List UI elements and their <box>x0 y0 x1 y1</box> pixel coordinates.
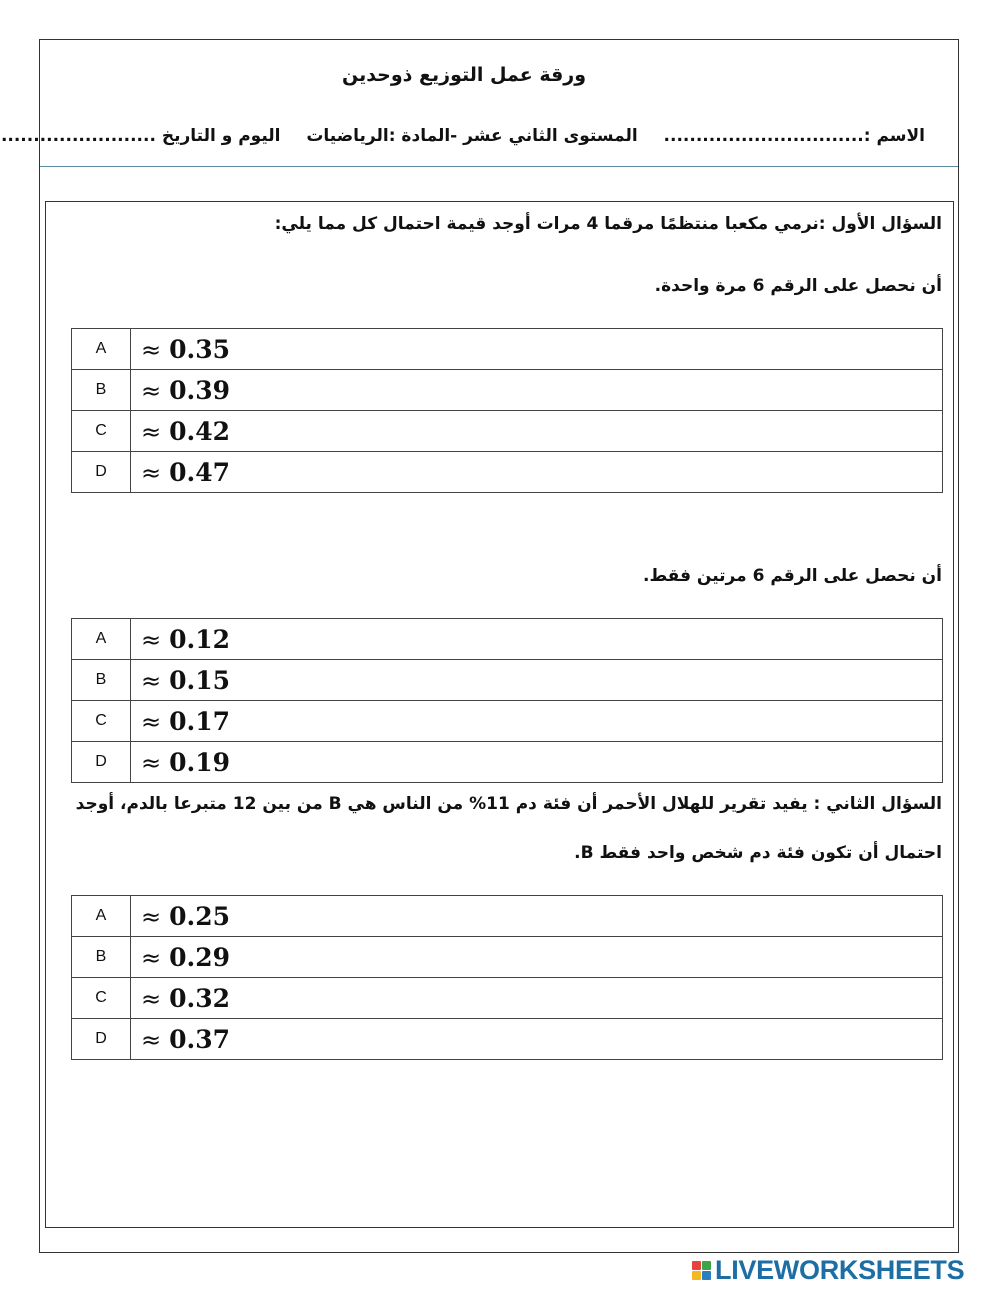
subject-label: -المادة :الرياضيات <box>306 126 458 146</box>
option-letter: A <box>72 896 131 937</box>
option-number: 0.17 <box>169 706 230 736</box>
option-value[interactable] <box>131 329 943 370</box>
approx-symbol: ≈ <box>141 984 162 1013</box>
option-row[interactable] <box>72 978 943 1019</box>
option-value[interactable] <box>131 660 943 701</box>
option-value[interactable] <box>131 1019 943 1060</box>
approx-symbol: ≈ <box>141 417 162 446</box>
option-value[interactable] <box>131 937 943 978</box>
approx-symbol: ≈ <box>141 335 162 364</box>
option-number: 0.39 <box>169 375 230 405</box>
option-number: 0.35 <box>169 334 230 364</box>
option-letter: C <box>72 701 131 742</box>
option-number: 0.25 <box>169 901 230 931</box>
option-value[interactable] <box>131 742 943 783</box>
option-value[interactable] <box>131 370 943 411</box>
logo-text: LIVEWORKSHEETS <box>715 1254 965 1285</box>
option-row[interactable] <box>72 896 943 937</box>
option-row[interactable] <box>72 1019 943 1060</box>
level-label: المستوى الثاني عشر <box>463 126 638 146</box>
question-1a-options <box>71 328 943 493</box>
option-number: 0.37 <box>169 1024 230 1054</box>
option-number: 0.15 <box>169 665 230 695</box>
date-field[interactable]: اليوم و التاريخ ........................ <box>0 126 281 146</box>
liveworksheets-logo-icon <box>692 1261 711 1280</box>
approx-symbol: ≈ <box>141 666 162 695</box>
option-row[interactable] <box>72 329 943 370</box>
option-letter: B <box>72 660 131 701</box>
option-number: 0.19 <box>169 747 230 777</box>
option-number: 0.32 <box>169 983 230 1013</box>
approx-symbol: ≈ <box>141 1025 162 1054</box>
option-row[interactable] <box>72 411 943 452</box>
option-row[interactable] <box>72 937 943 978</box>
option-letter: D <box>72 742 131 783</box>
header-divider <box>40 166 958 167</box>
option-value[interactable] <box>131 896 943 937</box>
option-row[interactable] <box>72 619 943 660</box>
worksheet-title: ورقة عمل التوزيع ذوحدين <box>341 64 587 86</box>
option-letter: D <box>72 452 131 493</box>
logo-square-yellow <box>692 1271 701 1280</box>
option-row[interactable] <box>72 660 943 701</box>
option-value[interactable] <box>131 619 943 660</box>
question-2-options <box>71 895 943 1060</box>
option-letter: A <box>72 619 131 660</box>
option-row[interactable] <box>72 742 943 783</box>
approx-symbol: ≈ <box>141 707 162 736</box>
option-number: 0.29 <box>169 942 230 972</box>
option-value[interactable] <box>131 452 943 493</box>
option-letter: B <box>72 370 131 411</box>
question-1-prompt: السؤال الأول :نرمي مكعبا منتظمًا مرقما 4 مرات أوجد قيمة احتمال كل مما يلي: <box>274 214 942 234</box>
option-value[interactable] <box>131 978 943 1019</box>
logo-square-blue <box>702 1271 711 1280</box>
approx-symbol: ≈ <box>141 458 162 487</box>
option-letter: A <box>72 329 131 370</box>
option-letter: C <box>72 978 131 1019</box>
name-field[interactable]: الاسم :............................... <box>663 126 925 146</box>
option-number: 0.42 <box>169 416 230 446</box>
option-number: 0.12 <box>169 624 230 654</box>
option-row[interactable] <box>72 701 943 742</box>
student-info-line <box>1 126 925 146</box>
question-2-prompt-line1: السؤال الثاني : يفيد تقرير للهلال الأحمر أن فئة دم 11% من الناس هي B من بين 12 متبرعا بالدم، أوجد <box>75 794 942 814</box>
option-letter: B <box>72 937 131 978</box>
option-value[interactable] <box>131 701 943 742</box>
approx-symbol: ≈ <box>141 748 162 777</box>
liveworksheets-logo[interactable] <box>692 1256 964 1284</box>
logo-square-red <box>692 1261 701 1270</box>
approx-symbol: ≈ <box>141 376 162 405</box>
option-number: 0.47 <box>169 457 230 487</box>
approx-symbol: ≈ <box>141 943 162 972</box>
option-letter: C <box>72 411 131 452</box>
option-value[interactable] <box>131 411 943 452</box>
question-1a-prompt: أن نحصل على الرقم 6 مرة واحدة. <box>654 276 942 296</box>
option-row[interactable] <box>72 370 943 411</box>
approx-symbol: ≈ <box>141 902 162 931</box>
question-1b-options <box>71 618 943 783</box>
approx-symbol: ≈ <box>141 625 162 654</box>
option-row[interactable] <box>72 452 943 493</box>
question-1b-prompt: أن نحصل على الرقم 6 مرتين فقط. <box>642 566 942 586</box>
logo-square-green <box>702 1261 711 1270</box>
question-2-prompt-line2: احتمال أن تكون فئة دم شخص واحد فقط B. <box>574 843 942 863</box>
option-letter: D <box>72 1019 131 1060</box>
